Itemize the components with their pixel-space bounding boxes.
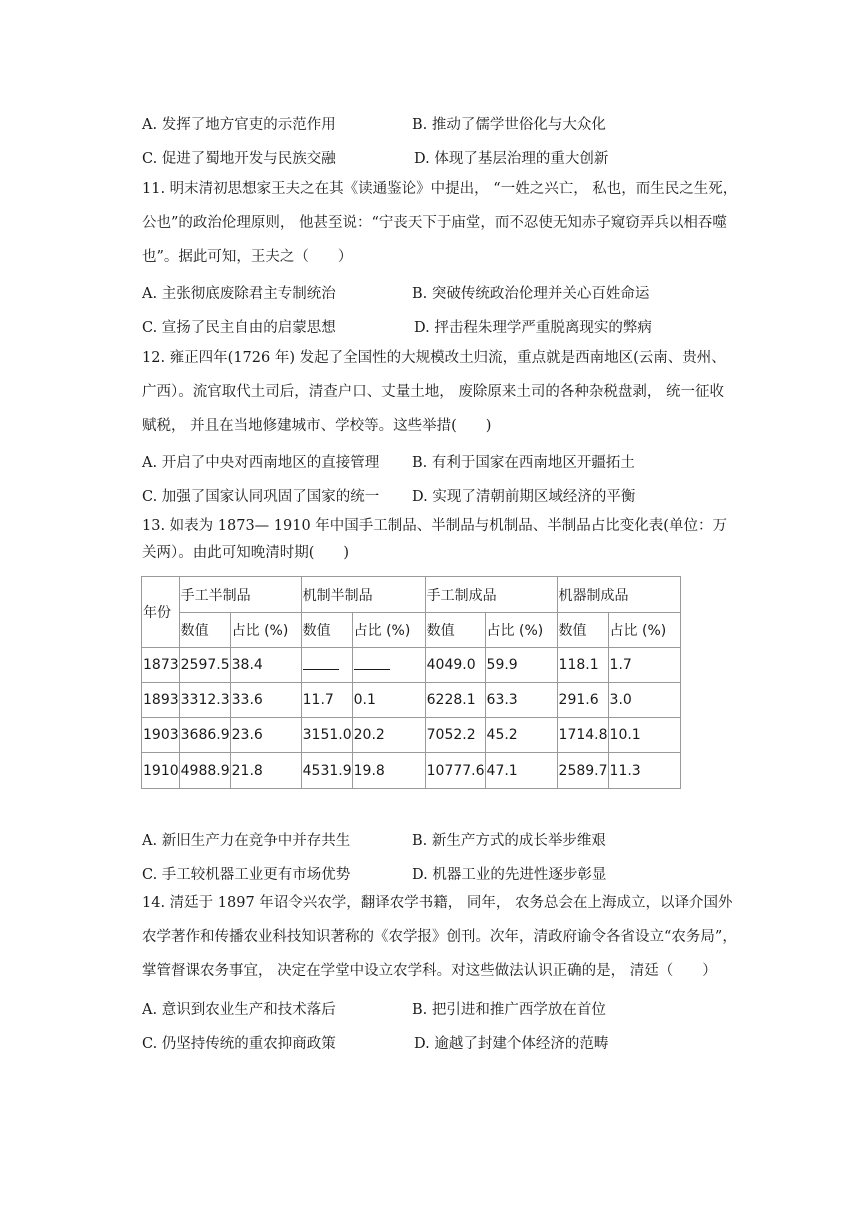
q12-stem [142,341,752,443]
q11-option-c: C. 宣扬了民主自由的启蒙思想 [142,320,336,336]
table-cell: 1910 [142,753,180,789]
group-header: 手工制成品 [425,577,557,613]
q14-stem-line: 农学著作和传播农业科技知识著称的《农学报》创刊。次年，清政府谕令各省设立“农务局”， [142,929,737,945]
q14-stem [142,886,752,988]
q14-option-a: A. 意识到农业生产和技术落后 [142,1002,336,1018]
q13-data-table [141,576,681,789]
table-cell: 47.1 [485,753,557,789]
table-cell: 10777.6 [425,753,485,789]
table-cell: 0.1 [352,683,425,718]
q13-option-a: A. 新旧生产力在竞争中并存共生 [142,833,351,849]
table-cell: 33.6 [230,683,301,718]
q11-option-b: B. 突破传统政治伦理并关心百姓命运 [412,286,650,302]
table-cell: 3151.0 [301,718,352,753]
table-cell: 10.1 [608,718,680,753]
q11-stem-line: 11. 明末清初思想家王夫之在其《读通鉴论》中提出， “一姓之兴亡， 私也，而生民之生死， [142,181,738,197]
table-cell: 38.4 [230,648,301,683]
group-header: 手工半制品 [179,577,301,613]
q13-option-d: D. 机器工业的先进性逐步彰显 [412,867,607,883]
blank-line [303,657,339,670]
table-row [142,718,681,753]
table-cell: 6228.1 [425,683,485,718]
q11-stem-line: 也”。据此可知，王夫之（ ） [142,249,353,265]
table-cell: 3686.9 [179,718,230,753]
table-cell: 7052.2 [425,718,485,753]
q12-option-a: A. 开启了中央对西南地区的直接管理 [142,455,380,471]
sub-header: 占比 (%) [485,613,557,648]
q11-option-d: D. 抨击程朱理学严重脱离现实的弊病 [414,320,652,336]
sub-header: 占比 (%) [352,613,425,648]
table-cell: 4531.9 [301,753,352,789]
table-cell: 20.2 [352,718,425,753]
q12-option-c: C. 加强了国家认同巩固了国家的统一 [142,489,380,505]
blank-cell [301,648,352,683]
table-cell: 1893 [142,683,180,718]
table-cell: 2589.7 [557,753,608,789]
table-cell: 118.1 [557,648,608,683]
q13-stem-line: 13. 如表为 1873— 1910 年中国手工制品、半制品与机制品、半制品占比变化表(单位：万 [142,518,727,534]
q13-option-b: B. 新生产方式的成长举步维艰 [412,833,606,849]
blank-cell [352,648,425,683]
table-cell: 4049.0 [425,648,485,683]
table-cell: 59.9 [485,648,557,683]
group-header: 机制半制品 [301,577,425,613]
table-cell: 3.0 [608,683,680,718]
table-cell: 1.7 [608,648,680,683]
table-cell: 2597.5 [179,648,230,683]
q12-stem-line: 赋税， 并且在当地修建城市、学校等。这些举措( ) [142,418,492,434]
table-cell: 3312.3 [179,683,230,718]
table-cell: 4988.9 [179,753,230,789]
table-row [142,648,681,683]
group-header: 机器制成品 [557,577,680,613]
table-cell: 11.3 [608,753,680,789]
q11-stem [142,172,752,274]
table-row [142,683,681,718]
q10-option-a: A. 发挥了地方官吏的示范作用 [142,117,336,133]
q14-option-d: D. 逾越了封建个体经济的范畴 [414,1036,609,1052]
q12-option-b: B. 有利于国家在西南地区开疆拓土 [412,455,635,471]
q11-option-a: A. 主张彻底废除君主专制统治 [142,286,336,302]
table-row [142,753,681,789]
sub-header: 数值 [301,613,352,648]
sub-header: 占比 (%) [230,613,301,648]
q12-stem-line: 广西）。流官取代土司后，清查户口、丈量土地， 废除原来土司的各种杂税盘剥， 统一征收 [142,384,724,400]
q12-stem-line: 12. 雍正四年(1726 年) 发起了全国性的大规模改土归流，重点就是西南地区(云南、贵州、 [142,350,726,366]
table-cell: 19.8 [352,753,425,789]
q10-option-d: D. 体现了基层治理的重大创新 [414,151,609,167]
q14-stem-line: 14. 清廷于 1897 年诏令兴农学，翻译农学书籍， 同年， 农务总会在上海成立，以译介国外 [142,895,733,911]
table-cell: 11.7 [301,683,352,718]
q10-option-b: B. 推动了儒学世俗化与大众化 [412,117,606,133]
q13-option-c: C. 手工较机器工业更有市场优势 [142,867,351,883]
table-cell: 63.3 [485,683,557,718]
table-cell: 21.8 [230,753,301,789]
q11-stem-line: 公也”的政治伦理原则， 他甚至说：“宁丧天下于庙堂，而不忍使无知赤子窥窃弄兵以相吞噬 [142,215,727,231]
q14-stem-line: 掌管督课农务事宜， 决定在学堂中设立农学科。对这些做法认识正确的是， 清廷（ ） [142,963,717,979]
q13-stem [142,513,752,567]
q13-stem-line: 关两）。由此可知晚清时期( ) [142,545,350,561]
blank-line [354,657,390,670]
q10-option-c: C. 促进了蜀地开发与民族交融 [142,151,336,167]
table-cell: 23.6 [230,718,301,753]
table-cell: 291.6 [557,683,608,718]
sub-header: 占比 (%) [608,613,680,648]
q12-option-d: D. 实现了清朝前期区域经济的平衡 [412,489,636,505]
table-cell: 1714.8 [557,718,608,753]
q14-option-b: B. 把引进和推广西学放在首位 [412,1002,606,1018]
sub-header: 数值 [179,613,230,648]
year-header: 年份 [142,577,180,648]
table-cell: 45.2 [485,718,557,753]
table-cell: 1903 [142,718,180,753]
sub-header: 数值 [425,613,485,648]
sub-header: 数值 [557,613,608,648]
q14-option-c: C. 仍坚持传统的重农抑商政策 [142,1036,336,1052]
table-cell: 1873 [142,648,180,683]
